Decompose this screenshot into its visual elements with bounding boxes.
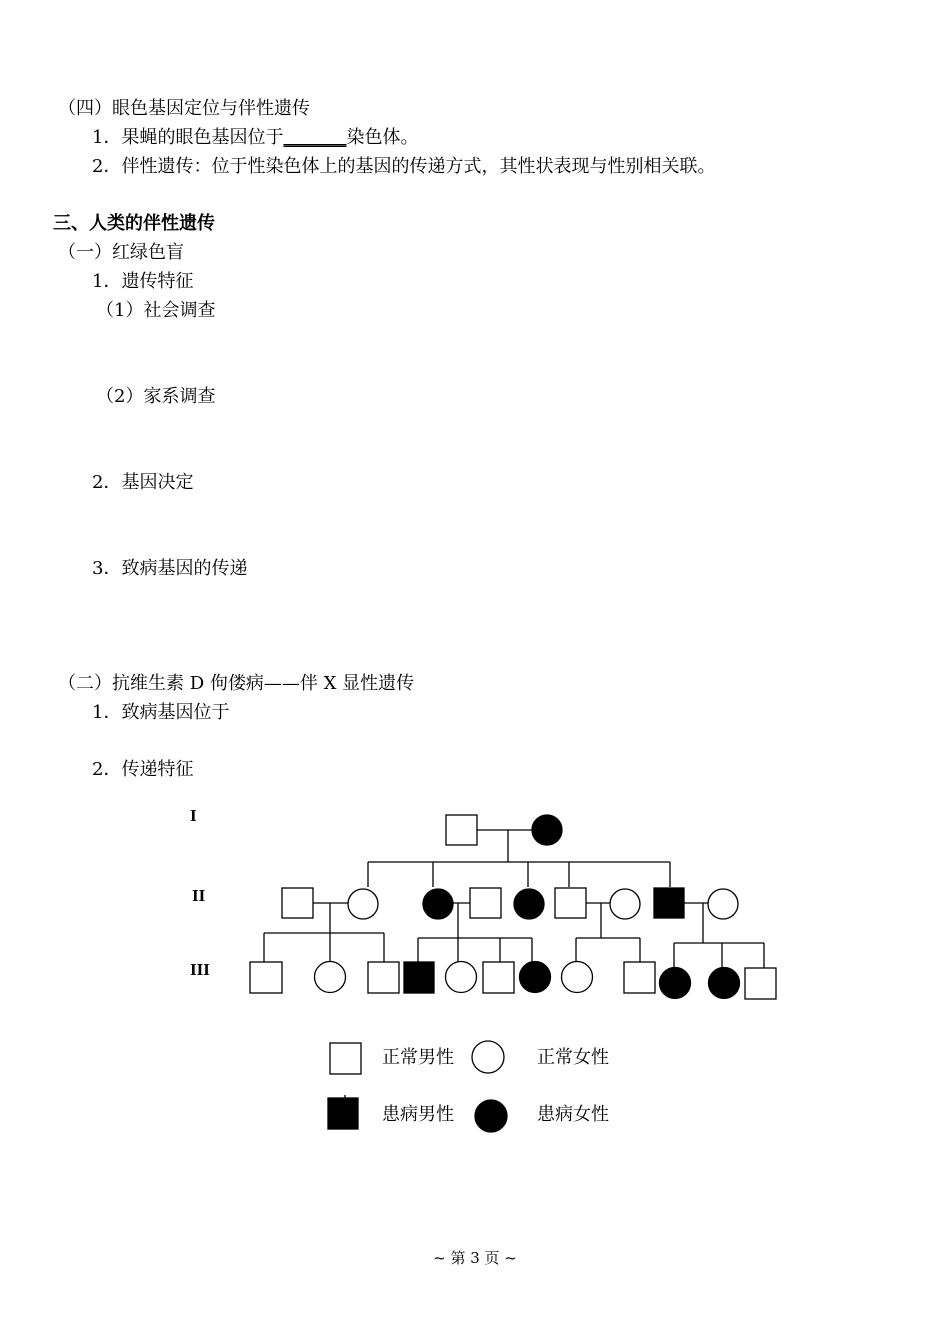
sub2-item1: 1．致病基因位于 (92, 702, 230, 723)
legend-affected-male-label: 患病男性 (382, 1104, 454, 1125)
normal-male-symbol (282, 888, 313, 918)
legend-normal-female-label: 正常女性 (537, 1047, 609, 1068)
affected-female-symbol (709, 968, 740, 999)
item1-post: 染色体。 (346, 127, 419, 148)
normal-male-symbol (483, 962, 514, 993)
normal-female-symbol (446, 962, 477, 993)
part3-title: 三、人类的伴性遗传 (53, 213, 215, 234)
sub2-item2: 2．传递特征 (92, 759, 194, 780)
affected-female-symbol (514, 889, 544, 919)
page-number: ~ 第 3 页 ~ (433, 1249, 517, 1267)
normal-male-symbol (250, 962, 282, 993)
affected-female-symbol (423, 889, 453, 919)
affected-male-symbol (404, 962, 434, 993)
sub1-item1b: （2）家系调查 (96, 386, 216, 407)
item1-pre: 1．果蝇的眼色基因位于 (92, 127, 284, 148)
fill-blank: _______ (283, 127, 347, 148)
normal-male-symbol (446, 815, 477, 845)
sub1-item1: 1．遗传特征 (92, 271, 194, 292)
sub1-item1a: （1）社会调查 (96, 300, 216, 321)
section4-title: （四）眼色基因定位与伴性遗传 (58, 98, 310, 119)
normal-male-symbol (470, 888, 501, 918)
sub1-item3: 3．致病基因的传递 (92, 558, 248, 579)
generation-label-1: I (190, 806, 197, 825)
legend-normal-male-icon (330, 1043, 361, 1074)
normal-female-symbol (708, 889, 738, 919)
sub1-item2: 2．基因决定 (92, 472, 194, 493)
normal-female-symbol (315, 962, 346, 993)
legend-normal-female-icon (472, 1041, 504, 1073)
normal-male-symbol (745, 968, 776, 999)
legend-affected-female-icon (475, 1100, 507, 1132)
affected-female-symbol (520, 962, 551, 993)
section4-item2: 2．伴性遗传：位于性染色体上的基因的传递方式，其性状表现与性别相关联。 (92, 156, 716, 177)
legend-affected-male-icon (328, 1098, 358, 1129)
normal-female-symbol (562, 962, 593, 993)
normal-female-symbol (348, 889, 378, 919)
affected-female-symbol (532, 815, 562, 845)
legend-normal-male-label: 正常男性 (382, 1047, 454, 1068)
normal-male-symbol (368, 962, 399, 993)
legend-affected-female-label: 患病女性 (537, 1104, 609, 1125)
generation-label-3: III (190, 960, 210, 979)
sub2-title: （二）抗维生素 D 佝偻病——伴 X 显性遗传 (58, 673, 415, 694)
generation-label-2: II (192, 886, 206, 905)
normal-male-symbol (624, 962, 655, 993)
normal-female-symbol (610, 889, 640, 919)
sub1-title: （一）红绿色盲 (58, 242, 184, 263)
affected-male-symbol (654, 888, 684, 918)
affected-female-symbol (660, 968, 691, 999)
normal-male-symbol (555, 888, 586, 918)
